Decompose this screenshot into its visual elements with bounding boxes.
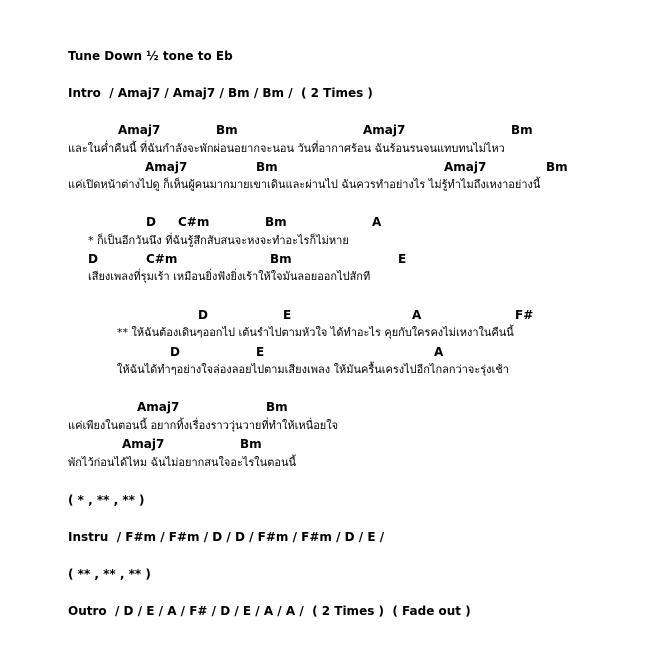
chord: Amaj7 xyxy=(122,437,165,451)
lyric-line: พักไว้ก่อนได้ไหม ฉันไม่อยากสนใจอะไรในตอนนี้ xyxy=(68,456,296,469)
chord: D xyxy=(88,252,98,266)
tuning-note: Tune Down ½ tone to Eb xyxy=(68,49,233,63)
chord: Amaj7 xyxy=(118,123,161,137)
chord: Amaj7 xyxy=(363,123,406,137)
chord: Bm xyxy=(511,123,533,137)
section-order: ( * , ** , ** ) xyxy=(68,493,145,507)
chord: Amaj7 xyxy=(145,160,188,174)
chord: C#m xyxy=(146,252,178,266)
chord: Bm xyxy=(265,215,287,229)
chord: D xyxy=(198,308,208,322)
lyric-line: และในค่ำคืนนี้ ที่ฉันกำลังจะพักผ่อนอยากจะนอน วันที่อากาศร้อน ฉันร้อนรนจนแทบทนไม่ไหว xyxy=(68,142,505,155)
lyric-line: แค่เปิดหน้าต่างไปดู ก็เห็นผู้คนมากมายเขาเดินและผ่านไป ฉันควรทำอย่างไร ไม่รู้ทำไมถึงเหงาอย่างนี้ xyxy=(68,178,541,191)
chord: E xyxy=(256,345,265,359)
chord: Bm xyxy=(546,160,568,174)
lyric-line: * ก็เป็นอีกวันนึง ที่ฉันรู้สึกสับสนจะหงจะทำอะไรก็ไม่หาย xyxy=(88,234,349,247)
chord: C#m xyxy=(178,215,210,229)
lyric-line: เสียงเพลงที่รุมเร้า เหมือนยิ่งฟังยิ่งเร้าให้ใจมันลอยออกไปสักที xyxy=(88,270,371,283)
chord: A xyxy=(434,345,444,359)
lyric-line: ** ให้ฉันต้องเดินๆออกไป เต้นรำไปตามหัวใจ ได้ทำอะไร คุยกับใครคงไม่เหงาในคืนนี้ xyxy=(117,326,514,339)
instru-line: Instru / F#m / F#m / D / D / F#m / F#m / D / E / xyxy=(68,530,385,544)
chord: Bm xyxy=(256,160,278,174)
section-order: ( ** , ** , ** ) xyxy=(68,567,151,581)
chord: F# xyxy=(515,308,534,322)
chord: D xyxy=(146,215,156,229)
intro-line: Intro / Amaj7 / Amaj7 / Bm / Bm / ( 2 Times ) xyxy=(68,86,373,100)
chord: Bm xyxy=(270,252,292,266)
chord: Bm xyxy=(266,400,288,414)
chord: Bm xyxy=(240,437,262,451)
lyric-line: แค่เพียงในตอนนี้ อยากทิ้งเรื่องราววุ่นวายที่ทำให้เหนื่อยใจ xyxy=(68,419,339,432)
chord: Amaj7 xyxy=(137,400,180,414)
chord: Bm xyxy=(216,123,238,137)
chord: Amaj7 xyxy=(444,160,487,174)
lyric-line: ให้ฉันได้ทำๆอย่างใจล่องลอยไปตามเสียงเพลง ให้มันครื้นเครงไปอีกไกลกว่าจะรุ่งเช้า xyxy=(117,363,509,376)
outro-line: Outro / D / E / A / F# / D / E / A / A / ( 2 Times ) ( Fade out ) xyxy=(68,604,471,618)
chord: E xyxy=(283,308,292,322)
chord: D xyxy=(170,345,180,359)
chord: A xyxy=(372,215,382,229)
chord: E xyxy=(398,252,407,266)
chord: A xyxy=(412,308,422,322)
